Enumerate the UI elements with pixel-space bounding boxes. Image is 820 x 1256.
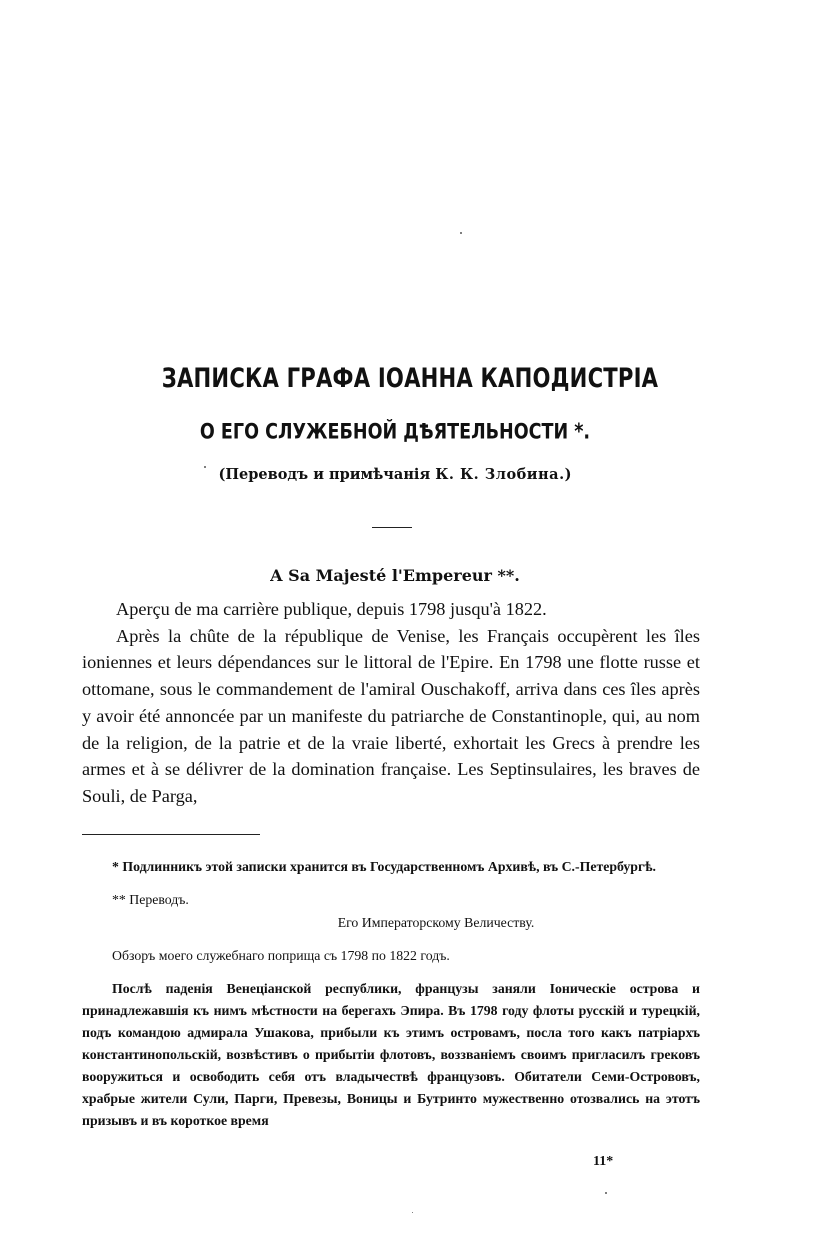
document-title: ЗАПИСКА ГРАФА ІОАННА КАПОДИСТРІА (161, 362, 659, 394)
document-subtitle: О ЕГО СЛУЖЕБНОЙ ДѢЯТЕЛЬНОСТИ *. (199, 419, 591, 444)
dedication-line: A Sa Majesté l'Empereur **. (270, 566, 520, 585)
translator-credit (0, 466, 790, 483)
footnote-archive: * Подлинникъ этой записки хранится въ Государственномъ Архивѣ, въ С.-Петербургѣ. (112, 859, 656, 874)
print-speck (412, 1212, 413, 1213)
page-number: 11* (593, 1154, 614, 1169)
footnote-translation-body: Послѣ паденія Венеціанской республики, французы заняли Іоническіе острова и принадлежавшія къ нимъ мѣстности на берегахъ Эпира. Въ 1798 году флоты русскій и турецкій, подъ командою адмирала Ушакова, прибыли къ этимъ островамъ, посла того какъ патріархъ константинопольскій, возвѣстивъ о прибытіи флотовъ, воззваніемъ своимъ пригласилъ грековъ вооружиться и освободить себя отъ владычествѣ французовъ. Обитатели Семи-Острововъ, храбрые жители Сули, Парги, Превезы, Воницы и Бутринто мужественно отозвались на этотъ призывъ и въ короткое время (82, 981, 700, 1128)
footnotes (82, 856, 700, 1132)
footnote-overview: Обзоръ моего служебнаго поприща съ 1798 по 1822 годъ. (112, 948, 450, 963)
footnote-dedication: Его Императорскому Величеству. (337, 915, 535, 930)
summary-line: Aperçu de ma carrière publique, depuis 1798 jusqu'à 1822. (116, 599, 547, 619)
print-speck (460, 232, 462, 234)
translator-suffix: ) (564, 466, 572, 483)
section-divider (372, 527, 412, 528)
footnote-translation-label: ** Переводъ. (112, 892, 189, 907)
print-speck (605, 1192, 607, 1194)
main-text (82, 596, 700, 810)
body-paragraph: Après la chûte de la république de Venise, les Français occupèrent les îles ioniennes et leurs dépendances sur le littoral de l'Epire. En 1798 une flotte russe et ottomane, sous le commandement de l'amiral Ouschakoff, arriva dans ces îles après y avoir été annoncée par un manifeste du patriarche de Constantinople, qui, au nom de la religion, de la patrie et de la vraie liberté, exhortait les Grecs à prendre les armes et à se délivrer de la domination française. Les Septinsulaires, les braves de Souli, de Parga, (82, 625, 700, 806)
translator-name: К. К. Злобина. (435, 466, 565, 483)
translator-prefix: (Переводъ и примѣчанія (218, 466, 436, 483)
footnote-divider (82, 834, 260, 835)
